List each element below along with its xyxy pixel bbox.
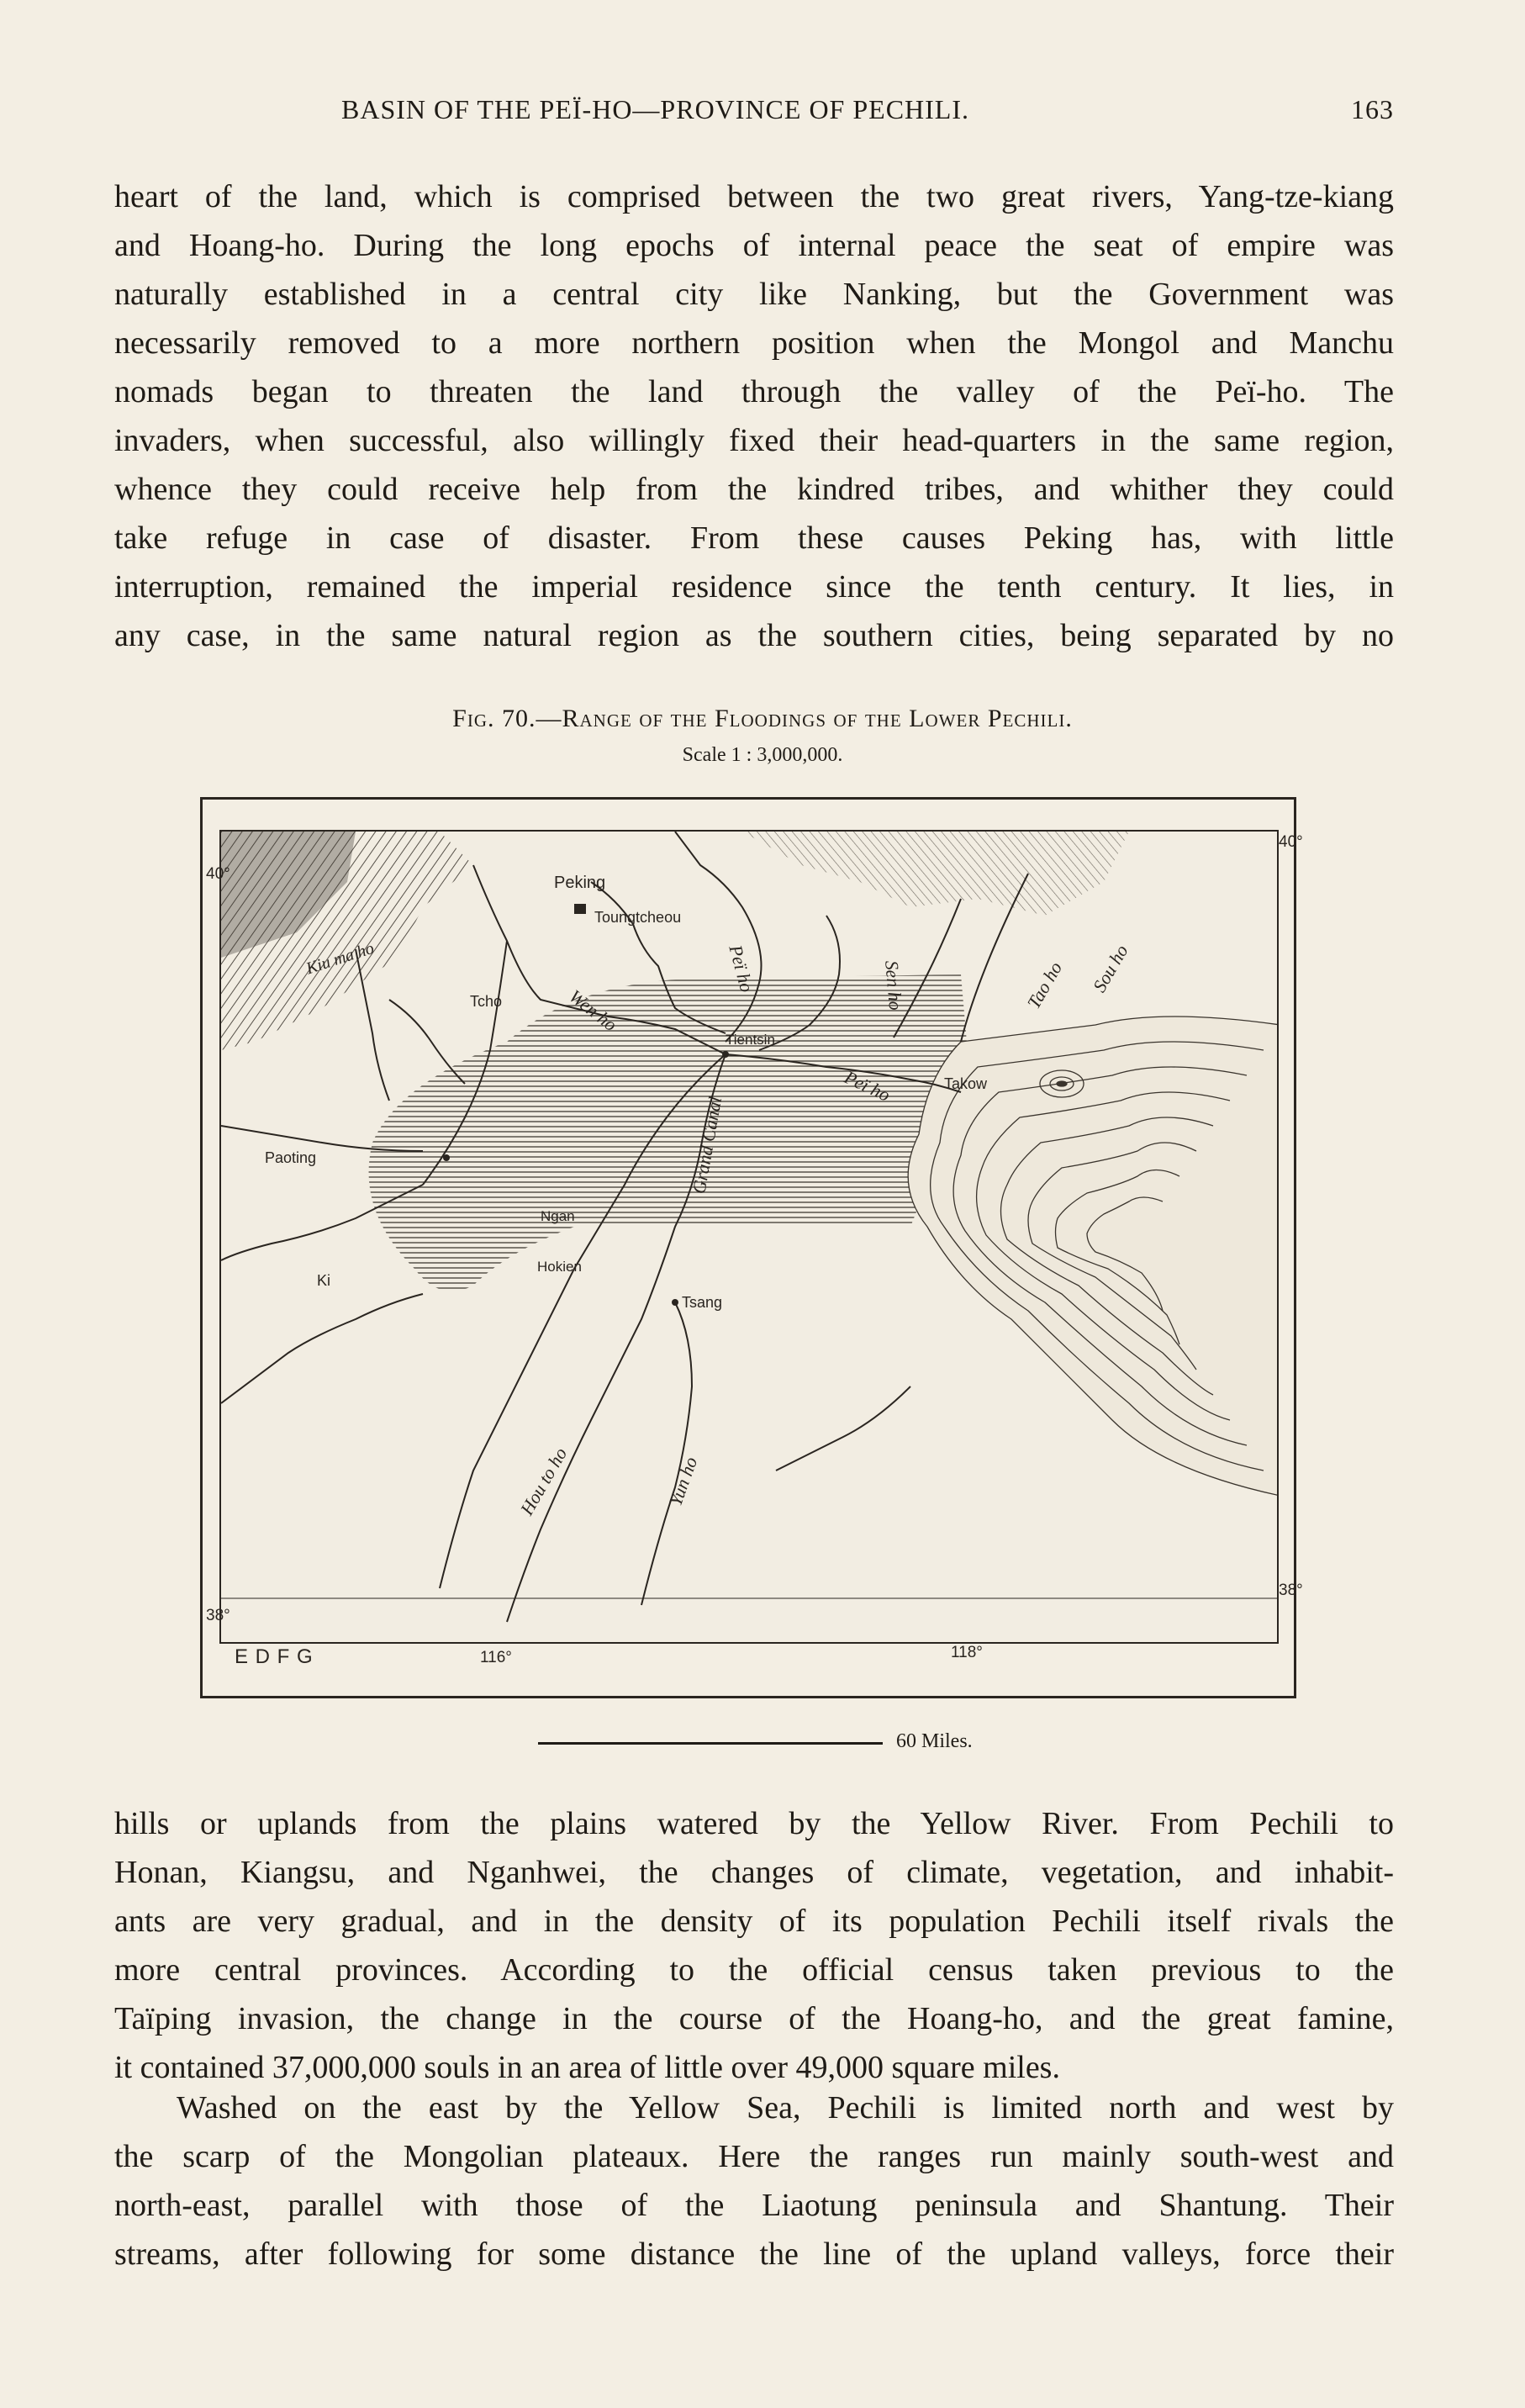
place-ngan: Ngan bbox=[541, 1208, 575, 1224]
lat-38-right: 38° bbox=[1279, 1582, 1303, 1599]
text-line: more central provinces. According to the official census taken previous to the bbox=[114, 1952, 1394, 1988]
river-grandcanal: Grand Canal bbox=[688, 1095, 726, 1196]
text-line: Washed on the east by the Yellow Sea, Pechili is limited north and west by bbox=[177, 2090, 1394, 2125]
map-area bbox=[219, 830, 1279, 1644]
paragraph-1 bbox=[114, 172, 1394, 660]
paragraph-3 bbox=[114, 2083, 1394, 2279]
text-line: any case, in the same natural region as the southern cities, being separated by no bbox=[114, 618, 1394, 653]
river-taoho: Tao ho bbox=[1022, 958, 1067, 1012]
mountains-northeast bbox=[742, 832, 1129, 916]
place-hokien: Hokien bbox=[537, 1259, 582, 1275]
text-line: Taïping invasion, the change in the course of the Hoang-ho, and the great famine, bbox=[114, 2001, 1394, 2036]
lat-40-right: 40° bbox=[1279, 833, 1303, 851]
text-line: hills or uplands from the plains watered by the Yellow River. From Pechili to bbox=[114, 1806, 1394, 1841]
place-tsang: Tsang bbox=[682, 1294, 723, 1311]
river-houtoho: Hou to ho bbox=[515, 1444, 572, 1519]
place-tientsin: Tientsin bbox=[726, 1032, 775, 1048]
scale-bar bbox=[538, 1742, 883, 1745]
text-line: the scarp of the Mongolian plateaux. Here the ranges run mainly south-west and bbox=[114, 2139, 1394, 2174]
text-line: ants are very gradual, and in the density of its population Pechili itself rivals the bbox=[114, 1904, 1394, 1939]
text-line: naturally established in a central city like Nanking, but the Government was bbox=[114, 277, 1394, 312]
lon-116: 116° bbox=[480, 1649, 512, 1666]
scale-bar-label: 60 Miles. bbox=[896, 1730, 973, 1752]
place-paoting: Paoting bbox=[265, 1149, 317, 1166]
text-line: nomads began to threaten the land through the valley of the Peï-ho. The bbox=[114, 374, 1394, 409]
text-line: streams, after following for some distance the line of the upland valleys, force their bbox=[114, 2236, 1394, 2272]
place-tcho: Tcho bbox=[470, 993, 503, 1010]
river-peiho: Peï ho bbox=[725, 943, 758, 995]
place-takow: Takow bbox=[944, 1075, 988, 1092]
text-line: take refuge in case of disaster. From these causes Peking has, with little bbox=[114, 520, 1394, 556]
text-line: north-east, parallel with those of the Liaotung peninsula and Shantung. Their bbox=[114, 2188, 1394, 2223]
page-number: 163 bbox=[1351, 94, 1394, 124]
flood-zone bbox=[369, 974, 978, 1291]
text-line: heart of the land, which is comprised between the two great rivers, Yang-tze-kiang bbox=[114, 179, 1394, 214]
tsang-marker bbox=[672, 1299, 678, 1306]
river-lower-peiho: Peï ho bbox=[841, 1066, 894, 1106]
river-wenho: Wen ho bbox=[565, 985, 621, 1036]
place-toungtcheou: Toungtcheou bbox=[594, 909, 682, 926]
text-line: it contained 37,000,000 souls in an area of little over 49,000 square miles. bbox=[114, 2050, 1060, 2085]
map-figure bbox=[200, 797, 1303, 1698]
paoting-marker bbox=[443, 1154, 450, 1161]
place-peking: Peking bbox=[554, 874, 606, 892]
paragraph-2 bbox=[114, 1799, 1394, 2092]
running-title: BASIN OF THE PEÏ-HO—PROVINCE OF PECHILI. bbox=[341, 94, 969, 124]
text-line: interruption, remained the imperial residence since the tenth century. It lies, in bbox=[114, 569, 1394, 605]
river-senho: Sen ho bbox=[881, 959, 907, 1011]
text-line: whence they could receive help from the kindred tribes, and whither they could bbox=[114, 472, 1394, 507]
lat-38-left: 38° bbox=[206, 1607, 230, 1624]
peking-marker bbox=[574, 904, 586, 914]
river-yunho: Yun ho bbox=[664, 1454, 702, 1509]
place-ki: Ki bbox=[317, 1272, 331, 1289]
lat-40-left: 40° bbox=[206, 865, 230, 883]
text-line: necessarily removed to a more northern position when the Mongol and Manchu bbox=[114, 325, 1394, 361]
figure-scale: Scale 1 : 3,000,000. bbox=[682, 744, 843, 766]
running-header bbox=[114, 94, 1394, 136]
figure-caption: Fig. 70.—Range of the Floodings of the Lower Pechili. bbox=[452, 705, 1073, 732]
river-kiuma: Kiu ma ho bbox=[303, 938, 377, 979]
text-line: invaders, when successful, also willingly fixed their head-quarters in the same region, bbox=[114, 423, 1394, 458]
lon-118: 118° bbox=[951, 1644, 983, 1661]
text-line: and Hoang-ho. During the long epochs of internal peace the seat of empire was bbox=[114, 228, 1394, 263]
river-souho: Sou ho bbox=[1088, 941, 1132, 996]
tientsin-marker bbox=[722, 1051, 729, 1058]
text-line: Honan, Kiangsu, and Nganhwei, the changes of climate, vegetation, and inhabit- bbox=[114, 1855, 1394, 1890]
engraver-mark: E D F G bbox=[235, 1645, 314, 1668]
